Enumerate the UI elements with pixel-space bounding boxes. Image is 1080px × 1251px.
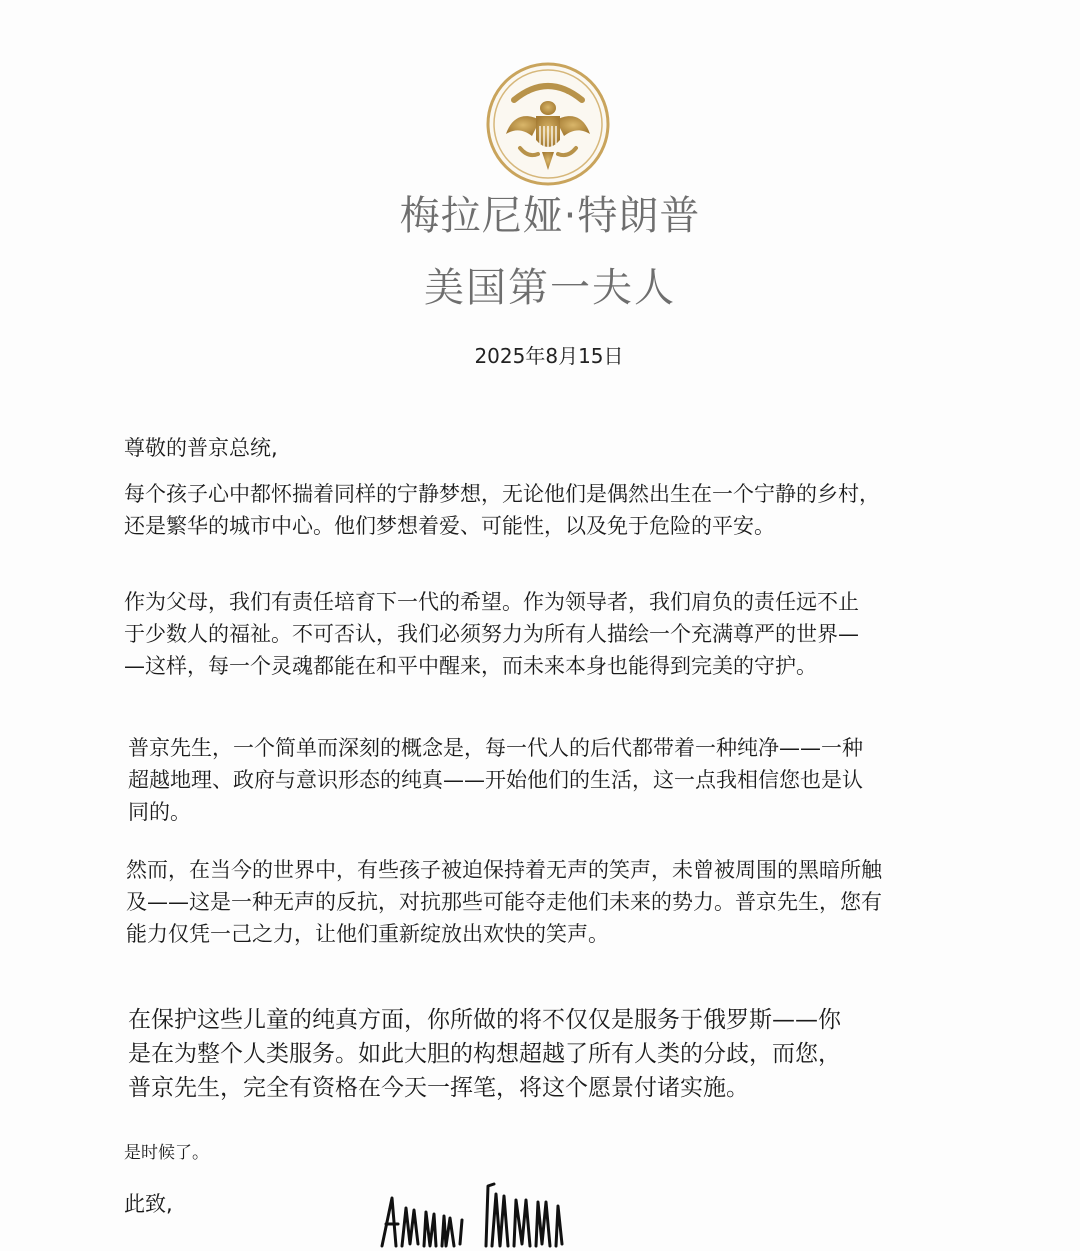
paragraph-line: 每个孩子心中都怀揣着同样的宁静梦想，无论他们是偶然出生在一个宁静的乡村，	[124, 482, 880, 506]
paragraph-line: 在保护这些儿童的纯真方面，你所做的将不仅仅是服务于俄罗斯——你	[128, 1007, 841, 1033]
paragraph-line: 于少数人的福祉。不可否认，我们必须努力为所有人描绘一个充满尊严的世界—	[124, 622, 859, 646]
closing-line: 是时候了。	[124, 1143, 209, 1163]
paragraph-line: 还是繁华的城市中心。他们梦想着爱、可能性，以及免于危险的平安。	[124, 514, 775, 538]
letter-date: 2025年8月15日	[474, 344, 624, 368]
paragraph-line: 是在为整个人类服务。如此大胆的构想超越了所有人类的分歧，而您，	[128, 1041, 841, 1067]
presidential-seal-icon	[480, 62, 616, 186]
paragraph-line: 普京先生，完全有资格在今天一挥笔，将这个愿景付诸实施。	[128, 1075, 749, 1101]
paragraph-line: 作为父母，我们有责任培育下一代的希望。作为领导者，我们肩负的责任远不止	[124, 590, 859, 614]
sender-name: 梅拉尼娅·特朗普	[399, 193, 701, 239]
paragraph	[126, 854, 882, 950]
paragraph-line: 然而，在当今的世界中，有些孩子被迫保持着无声的笑声，未曾被周围的黑暗所触	[126, 858, 882, 882]
paragraph	[124, 586, 859, 682]
paragraph-line: 超越地理、政府与意识形态的纯真——开始他们的生活，这一点我相信您也是认	[128, 768, 863, 792]
paragraph	[128, 732, 863, 828]
paragraph	[128, 1003, 841, 1105]
salutation: 尊敬的普京总统,	[124, 436, 278, 460]
paragraph-line: 能力仅凭一己之力，让他们重新绽放出欢快的笑声。	[126, 922, 609, 946]
paragraph-line: 同的。	[128, 800, 191, 824]
valediction: 此致,	[124, 1192, 173, 1216]
paragraph-line: 及——这是一种无声的反抗，对抗那些可能夺走他们未来的势力。普京先生，您有	[126, 890, 882, 914]
sender-title: 美国第一夫人	[424, 265, 676, 311]
paragraph-line: —这样，每一个灵魂都能在和平中醒来，而未来本身也能得到完美的守护。	[124, 654, 817, 678]
paragraph-line: 普京先生，一个简单而深刻的概念是，每一代人的后代都带着一种纯净——一种	[128, 736, 863, 760]
signature-image	[376, 1180, 576, 1251]
paragraph	[124, 478, 880, 542]
